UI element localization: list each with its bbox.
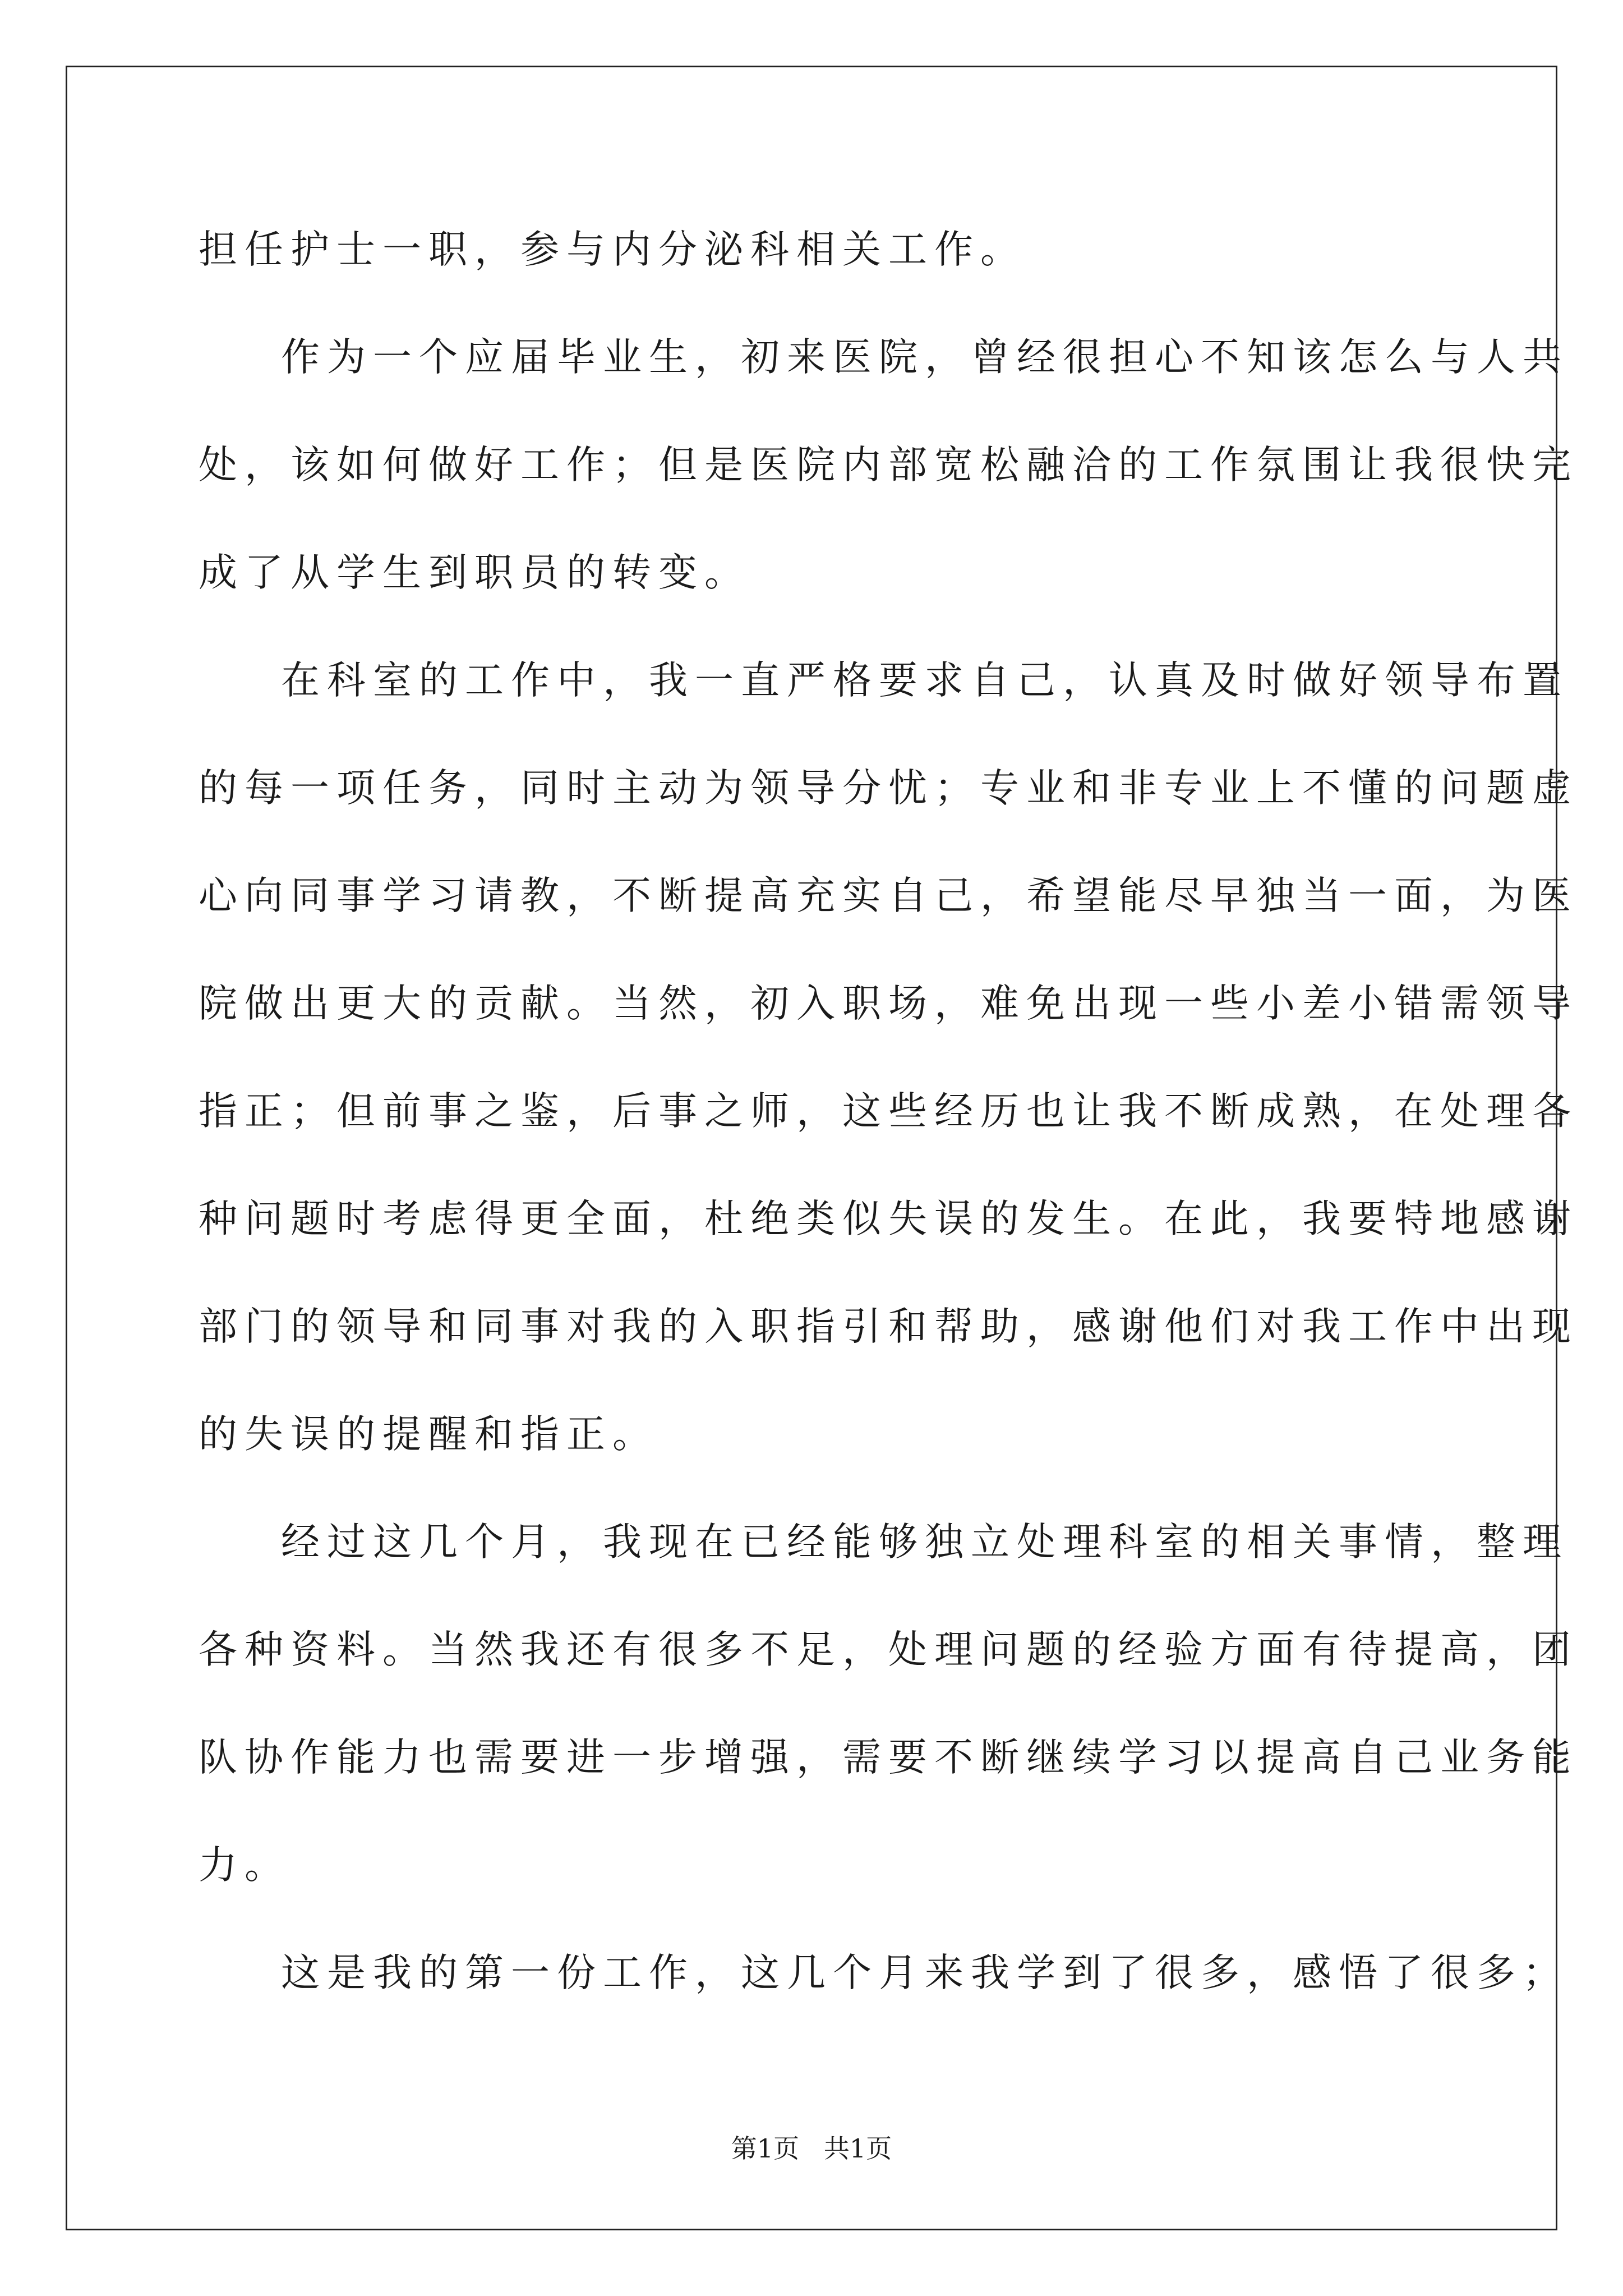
page-footer: 第1页 共1页: [731, 2133, 892, 2164]
text-line: 院做出更大的贡献。当然，初入职场，难免出现一些小差小错需领导: [199, 981, 1578, 1026]
text-line: 经过这几个月，我现在已经能够独立处理科室的相关事情，整理: [281, 1520, 1569, 1565]
text-line: 成了从学生到职员的转变。: [199, 550, 750, 595]
text-line: 处，该如何做好工作；但是医院内部宽松融洽的工作氛围让我很快完: [199, 443, 1578, 487]
text-line: 部门的领导和同事对我的入职指引和帮助，感谢他们对我工作中出现: [199, 1304, 1578, 1349]
text-line: 作为一个应届毕业生，初来医院，曾经很担心不知该怎么与人共: [281, 335, 1569, 380]
text-line: 指正；但前事之鉴，后事之师，这些经历也让我不断成熟，在处理各: [199, 1089, 1578, 1134]
text-line: 力。: [199, 1843, 291, 1888]
text-line: 队协作能力也需要进一步增强，需要不断继续学习以提高自己业务能: [199, 1735, 1578, 1780]
text-line: 这是我的第一份工作，这几个月来我学到了很多，感悟了很多；: [281, 1950, 1569, 1995]
text-line: 在科室的工作中，我一直严格要求自己，认真及时做好领导布置: [281, 658, 1569, 703]
text-line: 的失误的提醒和指正。: [199, 1412, 658, 1457]
text-line: 心向同事学习请教，不断提高充实自己，希望能尽早独当一面，为医: [199, 873, 1578, 918]
text-line: 的每一项任务，同时主动为领导分忧；专业和非专业上不懂的问题虚: [199, 766, 1578, 811]
text-line: 各种资料。当然我还有很多不足，处理问题的经验方面有待提高，团: [199, 1627, 1578, 1672]
text-line: 担任护士一职，参与内分泌科相关工作。: [199, 227, 1026, 272]
text-line: 种问题时考虑得更全面，杜绝类似失误的发生。在此，我要特地感谢: [199, 1197, 1578, 1241]
document-body: [199, 219, 1578, 2050]
